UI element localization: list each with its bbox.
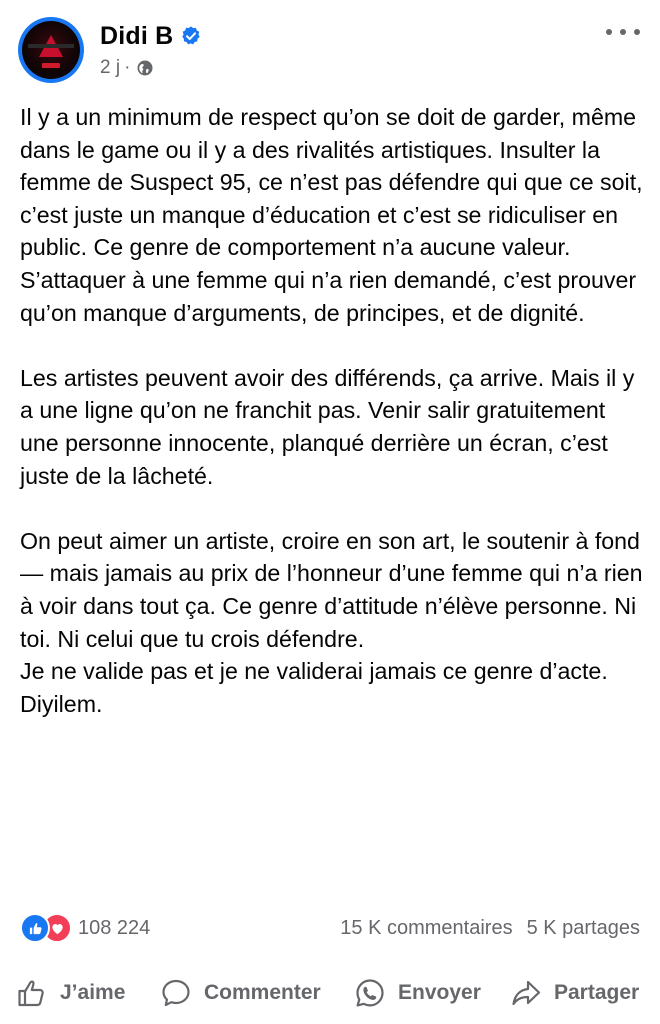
share-arrow-icon bbox=[510, 977, 542, 1009]
reactions-summary[interactable] bbox=[20, 913, 150, 943]
like-label: J’aime bbox=[60, 981, 126, 1004]
send-label: Envoyer bbox=[398, 981, 481, 1004]
reaction-count: 108 224 bbox=[78, 916, 151, 939]
send-button[interactable] bbox=[354, 977, 481, 1009]
author-row bbox=[100, 22, 202, 50]
comment-button[interactable] bbox=[160, 977, 321, 1009]
comments-count[interactable]: 15 K commentaires bbox=[340, 916, 513, 939]
more-options-button[interactable] bbox=[606, 22, 640, 42]
post-time[interactable]: 2 j bbox=[100, 57, 121, 78]
share-button[interactable] bbox=[510, 977, 639, 1009]
comment-bubble-icon bbox=[160, 977, 192, 1009]
globe-icon[interactable] bbox=[136, 59, 154, 77]
author-name[interactable]: Didi B bbox=[100, 21, 174, 50]
post-header bbox=[0, 0, 660, 100]
avatar-image bbox=[22, 21, 80, 79]
post-text bbox=[20, 101, 648, 720]
post-paragraph-1: Il y a un minimum de respect qu’on se doit de garder, même dans le game ou il y a des rivalités artistiques. Insulter la femme de Suspect 95, ce n’est pas défendre qui que ce soit, c’est juste un manque d’éducation et c’est se ridiculiser en public. Ce genre de comportement n’a aucune valeur. S’attaquer à une femme qui n’a rien demandé, c’est prouver qu’on manque d’arguments, de principes, et de dignité. bbox=[20, 104, 643, 326]
meta-separator: · bbox=[124, 57, 131, 78]
shares-count[interactable]: 5 K partages bbox=[526, 916, 640, 939]
verified-badge-icon bbox=[180, 25, 202, 47]
avatar[interactable] bbox=[18, 17, 84, 83]
whatsapp-icon bbox=[354, 977, 386, 1009]
comment-label: Commenter bbox=[204, 981, 321, 1004]
post-paragraph-3: On peut aimer un artiste, croire en son art, le soutenir à fond — mais jamais au prix de l’honneur d’une femme qui n’a rien à voir dans tout ça. Ce genre d’attitude n’élève personne. Ni toi. Ni celui que tu crois défendre. Je ne valide pas et je ne validerai jamais ce genre d’acte. Diyilem. bbox=[20, 527, 643, 717]
thumbs-up-outline-icon bbox=[16, 977, 48, 1009]
like-button[interactable] bbox=[16, 977, 125, 1009]
more-dots-icon bbox=[606, 29, 612, 35]
share-label: Partager bbox=[554, 981, 640, 1004]
post-actions-bar bbox=[0, 965, 660, 1021]
post-paragraph-2: Les artistes peuvent avoir des différends, ça arrive. Mais il y a une ligne qu’on ne franchit pas. Venir salir gratuitement une personne innocente, planqué derrière un écran, c’est juste de la lâcheté. bbox=[20, 364, 635, 489]
post-stats bbox=[20, 913, 640, 943]
post-meta bbox=[100, 56, 154, 80]
thumbs-up-icon bbox=[20, 913, 50, 943]
